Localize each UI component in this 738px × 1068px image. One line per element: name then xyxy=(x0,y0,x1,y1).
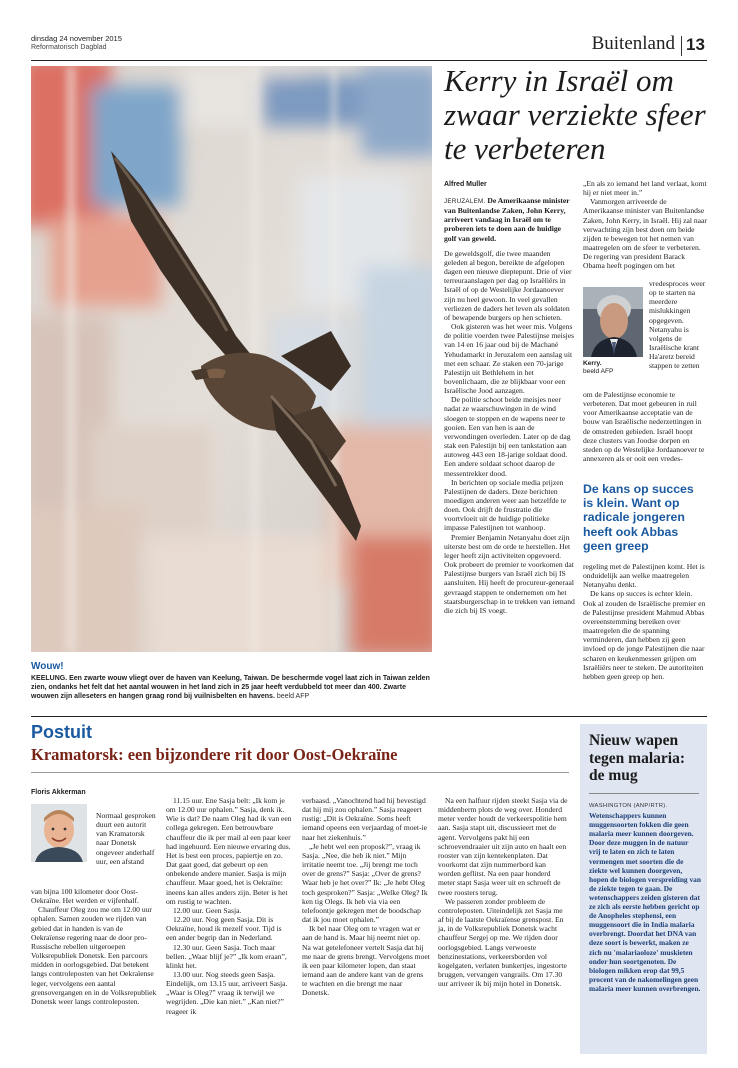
kerry-author: Alfred Muller xyxy=(444,181,487,188)
photo-caption-title: Wouw! xyxy=(31,661,64,672)
kerry-col1-p5: Premier Benjamin Netanyahu doet zijn uiterste best om de orde te herstellen. Het leger heeft zijn activiteiten opgevoerd. Ook probeert de premier te voorkomen dat Palestijnse burgers van Israël zich bij IS aansluiten. Hij heeft de procureur-generaal gevraagd stappen te ondernemen om het staatsburgerschap in te trekken van iemand die zich bij IS voegt. xyxy=(444,532,575,615)
malaria-headline: Nieuw wapen tegen malaria: de mug xyxy=(589,732,685,784)
kerry-lead: De Amerikaanse minister van Buitenlandse Zaken, John Kerry, arriveert vandaag in Israël om te proberen iets te doen aan de huidige golf van geweld. xyxy=(444,196,570,243)
malaria-headline-rule xyxy=(589,793,699,794)
photo-credit: beeld AFP xyxy=(276,693,310,701)
postuit-author: Floris Akkerman xyxy=(31,789,86,796)
kerry-col1-p4: In berichten op sociale media prijzen Palestijnen de daders. Deze berichten moedigen anderen weer aan hetzelfde te doen. Ook drijft de frustratie die voortvloeit uit de huidige politieke impasse Palestijnen tot wanhoop. xyxy=(444,477,567,533)
kerry-col2-mid: om de Palestijnse economie te verbeteren. Dat moet gebeuren in ruil voor Amerikaanse acceptatie van de bouw van Israëlische nederzettingen in de omstreden gebieden. Israël hoopt deze clusters van Joodse dorpen en steden op de Westelijke Jordaanoever te annexeren als er ooit een vredes- xyxy=(583,390,705,464)
kerry-portrait xyxy=(583,287,643,357)
masthead-rule xyxy=(31,60,707,61)
kite-photo xyxy=(31,66,432,652)
postuit-headline: Kramatorsk: een bijzondere rit door Oost-Oekraïne xyxy=(31,745,398,764)
postuit-rule xyxy=(31,772,569,773)
masthead-paper: Reformatorisch Dagblad xyxy=(31,44,107,51)
postuit-col2-p2: 12.00 uur. Geen Sasja. xyxy=(173,905,242,915)
photo-caption-text: KEELUNG. Een zwarte wouw vliegt over de haven van Keelung, Taiwan. De beschermde vogel laat zich in Taiwan zelden zien, ondanks het felt dat het aantal wouwen in het land zich in 25 jaar heeft verdubbeld tot meer dan 400. Zwarte wouwen zijn alleseters en hangen graag rond bij vuilnisbelten en havens. xyxy=(31,675,430,701)
kerry-pull-quote: De kans op succes is klein. Want op radicale jongeren heeft ook Abbas geen greep xyxy=(583,482,694,553)
postuit-col4-p2: We passeren zonder probleem de controleposten. Uiteindelijk zet Sasja me af bij de laatste Oekraïense grenspost. En ja, in de Volksrepubliek Donetsk wacht chauffeur Sergej op me. We rijden door oorlogsgebied. Langs verwoeste benzinestations, verkeersborden vol kogelgaten, verlaten bunkertjes, ingestorte bruggen, vervangen vangrails. Om 17.30 uur arriveer ik bij mijn hotel in Donetsk. xyxy=(438,896,567,989)
postuit-col2-p3: 12.20 uur. Nog geen Sasja. Dit is Oekraïne, houd ik mezelf voor. Tijd is een ander begrip dan in Nederland. xyxy=(166,915,282,943)
page-number: 13 xyxy=(686,35,705,54)
postuit-col2-p4: 12.30 uur. Geen Sasja. Toch maar bellen. „Waar blijf je?” „Ik kom eraan”, klinkt het. xyxy=(166,942,287,970)
photo-caption xyxy=(31,674,432,702)
postuit-column-1 xyxy=(31,887,158,1006)
kite-photo-graphic xyxy=(31,66,432,652)
kerry-headline: Kerry in Israël om zwaar verziekte sfeer te verbeteren xyxy=(444,63,706,166)
malaria-sidebar xyxy=(580,724,707,1054)
malaria-dateline: WASHINGTON (ANP/RTR). xyxy=(589,803,668,809)
kerry-col1-p1: De geweldsgolf, die twee maanden geleden al begon, bereikte de afgelopen dagen een nieuwe dieptepunt. Drie of vier terreuraanslagen per dag op Israëliërs in Israël of op de Westelijke Jordaanoever zijn nu heel gewoon. In veel gevallen verliezen de daders het leven als soldaten of bewapende burgers op hen schieten. xyxy=(444,248,572,322)
masthead-divider xyxy=(681,36,682,56)
kerry-portrait-credit: beeld AFP xyxy=(583,368,614,375)
kerry-col2-p2: Vanmorgen arriveerde de Amerikaanse minister van Buitenlandse Zaken, John Kerry, in Israël. Hij zal naar verwachting zijn best doen om beide zijden te bewegen tot het nemen van maatregelen om de sfeer te verbeteren. De regering van president Barack Obama heeft pogingen om het xyxy=(583,197,707,271)
malaria-body xyxy=(589,800,701,993)
lower-section-rule xyxy=(31,716,707,717)
kerry-col2-bottom-p1: regeling met de Palestijnen komt. Het is onduidelijk aan welke maatregelen Netanyahu denkt. xyxy=(583,562,705,590)
kerry-col1-p3: De politie schoot beide meisjes neer nadat ze waarschuwingen in de wind sloegen te stoppen en de wapens neer te gooien. Een van hen is aan de verwondingen overleden. Later op de dag stak een Palestijn bij een tankstation aan autoweg 443 een 18-jarige soldaat dood. Een andere soldaat schoot daarop de messentrekker dood. xyxy=(444,395,571,478)
postuit-column-3 xyxy=(302,796,430,997)
kerry-col2-bottom-p2: De kans op succes is echter klein. Ook al zouden de Israëlische premier en de Palestijnse president Mahmud Abbas overeenstemming bereiken over maatregelen die de spanning verminderen, dan hebben zij geen invloed op de jonge Palestijnen die naar scharen en keukenmessen grijpen om Israëliërs neer te steken. De autoriteiten hebben geen greep op hen. xyxy=(583,589,706,681)
kerry-col2-p1: „En als zo iemand het land verlaat, komt hij er niet meer in.” xyxy=(583,179,707,198)
author-avatar xyxy=(31,804,87,862)
masthead-date: dinsdag 24 november 2015 xyxy=(31,34,122,43)
postuit-col1-wrap: Normaal gesproken duurt een autorit van Kramatorsk naar Donetsk ongeveer anderhalf uur, een afstand xyxy=(96,811,156,866)
kerry-column-2 xyxy=(583,179,707,271)
kerry-wrap-text: vredesproces weer op te starten na meerdere mislukkingen opgegeven. Netanyahu is volgens de Israëlische krant Ha'aretz bereid stappen te zetten xyxy=(649,279,706,371)
kerry-portrait-name: Kerry. xyxy=(583,360,602,367)
postuit-col1-p1: van bijna 100 kilometer door Oost-Oekraïne. Het werden er vijfenhalf. xyxy=(31,887,139,906)
postuit-col3-p2: „Je hebt wel een proposk?”, vraag ik Sasja. „Nee, die heb ik niet.” Mijn irritatie neemt toe. „Jij brengt me toch over de grens?” Sasja: „Over de grens? Waar heb je het over?” Ik: „Je hebt Oleg toch gesproken?” Sasja: „Welke Oleg? Ik ken tig Olegs. Ik heb via via een telefoontje gekregen met de boodschap dat ik jou moet ophalen.” xyxy=(302,841,428,925)
kerry-dateline: JERUZALEM. xyxy=(444,198,486,205)
kerry-portrait-graphic xyxy=(583,287,643,357)
postuit-label: Postuit xyxy=(31,722,92,742)
postuit-column-4 xyxy=(438,796,568,988)
postuit-col3-p3: Ik bel naar Oleg om te vragen wat er aan de hand is. Maar hij neemt niet op. Na wat getelefoneer vertelt Sasja dat hij me naar de grens brengt. Vervolgens moet ik een paar kilometer lopen, dan staat iemand aan de andere kant van de grens te wachten en die brengt me naar Donetsk. xyxy=(302,924,430,998)
postuit-col1-p2: Chauffeur Oleg zou me om 12.00 uur ophalen. Samen zouden we rijden van gebied dat in handen is van de Oekraïense regering naar de door pro-Russische rebellen uitgeroepen Volksrepubliek Donetsk. Een parcours midden in oorlogsgebied. Dat betekent langs controleposten van het Oekraïense leger, vervolgens een aantal grensovergangen en in de Volksrepubliek Donetsk weer langs controleposten. xyxy=(31,905,157,1006)
kerry-col2-bottom xyxy=(583,562,707,681)
postuit-col2-p5: 13.00 uur. Nog steeds geen Sasja. Eindelijk, om 13.15 uur, arriveert Sasja. „Waar is Oleg?” vraag ik terwijl we wegrijden. „Die kan niet.” „Kan niet?” reageer ik xyxy=(166,969,288,1016)
postuit-column-2 xyxy=(166,796,294,1016)
postuit-col3-p1: verbaasd. „Vanochtend had hij bevestigd dat hij mij zou ophalen.” Sasja reageert rustig: „Dit is Oekraïne. Soms heeft iemand opeens een verjaardag of moet-ie naar het ziekenhuis.” xyxy=(302,796,428,842)
postuit-col2-p1: 11.15 uur. Ene Sasja belt: „Ik kom je om 12.00 uur ophalen.” Sasja, denk ik. Wie is dat? De naam Oleg had ik van een collega gekregen. Een betrouwbare chauffeur die ik per mail al een paar keer had ingehuurd. Een nieuwe ervaring dus. Het is best een proces, papiertje en zo. Dat gaat goed, dat gebeurt op een onbekende andere manier. Sasja is mijn chauffeur. Maar goed, het is Oekraïne: ineens kan alles anders zijn. Beter is het om rustig te wachten. xyxy=(166,796,292,906)
postuit-col4-p1: Na een halfuur rijden steekt Sasja via de middenberm plots de weg over. Honderd meter verder houdt de verkeerspolitie hem aan. Sasja stapt uit, discussieert met de agent. Vervolgens pakt hij een schroevendraaier uit zijn auto en haalt een rooster van zijn kentekenplaten. Dat voorkomt dat zijn nummerbord kan worden geflitst. Na een paar honderd meter stapt Sasja weer uit en schroeft de twee roosters terug. xyxy=(438,796,568,897)
kerry-col1-p2: Ook gisteren was het weer mis. Volgens de politie voerden twee Palestijnse meisjes van 14 en 16 jaar oud bij de Machané Yehudamarkt in Jeruzalem een aanslag uit met een schaar. Ze staken een 70-jarige Palestijn uit Bethlehem in het bovenlichaam, die ze blijkbaar voor een Israëlische Jood aanzagen. xyxy=(444,322,575,396)
malaria-text: Wetenschappers kunnen muggensoorten fokken die geen malaria meer kunnen doorgeven. Door deze muggen in de natuur vrij te laten en zich te laten vermengen met soorten die de ziekte wel kunnen doorgeven, hopen de biologen verspreiding van de ziekte tegen te gaan. De wetenschappers zeiden gisteren dat ze zich als eerste hebben gericht op de Anopheles stephensi, een muggensoort die in India malaria overbrengt. Doordat het DNA van deze soort is bewerkt, maken ze zich nu 'malariaoloze' muskieten onder hun soortgenoten. De biologen mikken erop dat 99,5 procent van de nakomelingen geen malaria meer kunnen overbrengen. xyxy=(589,811,701,993)
author-avatar-graphic xyxy=(31,804,87,862)
section-title: Buitenland xyxy=(591,33,675,54)
kerry-column-1 xyxy=(444,196,575,615)
kerry-portrait-caption xyxy=(583,360,613,376)
